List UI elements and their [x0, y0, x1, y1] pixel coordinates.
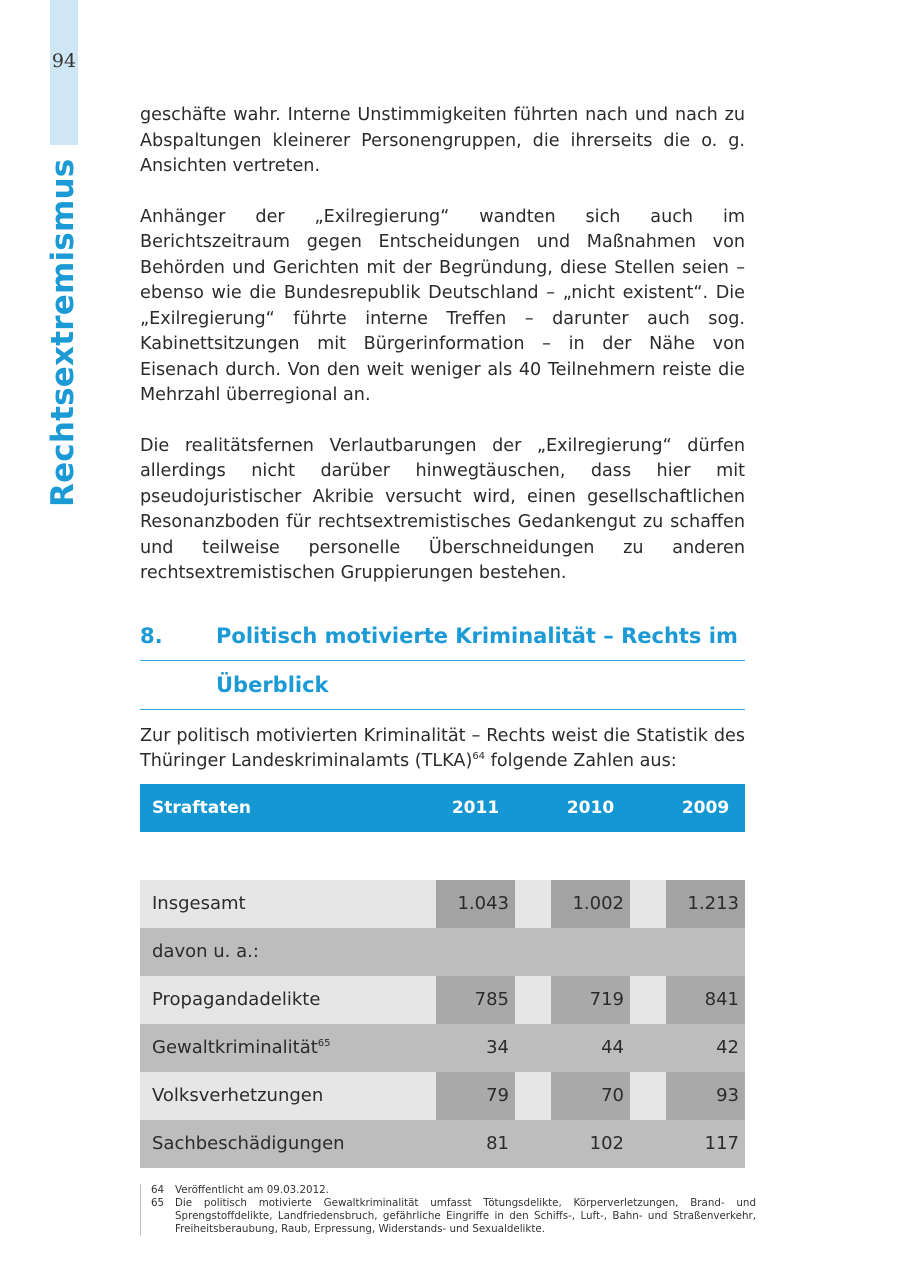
intro-text: Zur politisch motivierten Kriminalität – Rechts weist die Statistik des Thüringer Landeskriminalamts (TLKA)$^{64}$ folgende Zahlen aus:: [140, 725, 745, 771]
side-tab: [50, 0, 78, 145]
statistics-table: [140, 784, 745, 1168]
header-2010: 2010: [551, 784, 630, 832]
table-row: Gewaltkriminalität$^{65}$ 34 44 42: [140, 1024, 745, 1072]
heading-number: 8.: [140, 623, 163, 648]
heading-title-line1: Politisch motivierte Kriminalität – Rechts im: [216, 623, 738, 648]
section-heading: [140, 612, 745, 710]
header-2009: 2009: [666, 784, 745, 832]
table-row: davon u. a.:: [140, 928, 745, 976]
footnotes: [140, 1184, 756, 1236]
footnote-ref-64: 64: [472, 750, 486, 762]
header-offenses: Straftaten: [140, 784, 436, 832]
footnote-64: 64 Veröffentlicht am 09.03.2012.: [151, 1184, 329, 1196]
table-row: Volksverhetzungen 79 70 93: [140, 1072, 745, 1120]
table-row: Propagandadelikte 785 719 841: [140, 976, 745, 1024]
paragraph-3: Die realitätsfernen Verlautbarungen der „Exilregierung“ dürfen allerdings nicht darüber hinwegtäuschen, dass hier mit pseudojuristischer Akribie versucht wird, einen gesellschaftlichen Resonanzboden für rechtsextremistisches Gedankengut zu schaffen und teilweise personelle Überschneidungen zu anderen rechtsextremistischen Gruppierungen bestehen.: [140, 435, 745, 583]
footnote-ref-65: 65: [317, 1038, 331, 1049]
table-row: Sachbeschädigungen 81 102 117: [140, 1120, 745, 1168]
header-2011: 2011: [436, 784, 515, 832]
table-header-row: [140, 784, 745, 832]
page-number: 94: [51, 50, 77, 72]
footnote-65: 65 Die politisch motivierte Gewaltkriminalität umfasst Tötungsdelikte, Körperverletzungen, Brand- und Sprengstoffdelikte, Landfriedensbruch, gefährliche Eingriffe in den Schiffs-, Luft-, Bahn- und Straßenverkehr, Freiheitsberaubung, Raub, Erpressung, Widerstands- und Sexualdelikte.: [151, 1197, 756, 1235]
heading-title-line2: Überblick: [216, 672, 329, 697]
main-content: [140, 103, 745, 1168]
paragraph-1: geschäfte wahr. Interne Unstimmigkeiten führten nach und nach zu Abspaltungen kleinerer Personengruppen, die ihrerseits die o. g. Ansichten vertreten.: [140, 105, 745, 176]
table-row: Insgesamt 1.043 1.002 1.213: [140, 880, 745, 928]
paragraph-2: Anhänger der „Exilregierung“ wandten sich auch im Berichtszeitraum gegen Entscheidungen und Maßnahmen von Behörden und Gerichten mit der Begründung, diese Stellen seien – ebenso wie die Bundesrepublik Deutschland – „nicht existent“. Die „Exilregierung“ führte interne Treffen – darunter auch sog. Kabinettsitzungen mit Bürgerinformation – in der Nähe von Eisenach durch. Von den weit weniger als 40 Teilnehmern reiste die Mehrzahl überregional an.: [140, 206, 745, 405]
section-label: Rechtsextremismus: [45, 158, 81, 507]
